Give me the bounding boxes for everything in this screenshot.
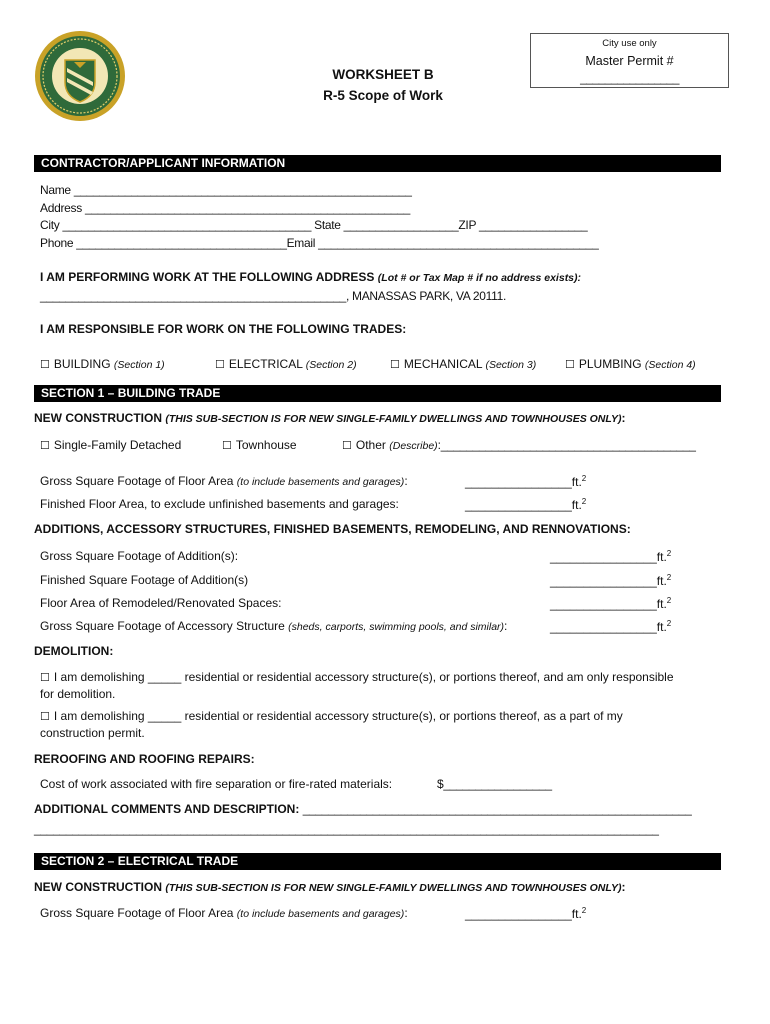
trade-electrical-option[interactable] — [215, 357, 357, 371]
reroofing-heading: REROOFING AND ROOFING REPAIRS: — [34, 752, 255, 766]
demolition-option-1[interactable] — [40, 670, 674, 684]
s1-gross-floor-note: (to include basements and garages) — [236, 476, 405, 488]
checkbox-icon[interactable]: ☐ — [342, 440, 352, 452]
s2-new-construction-heading — [34, 880, 626, 894]
s1-new-construction-label: NEW CONSTRUCTION — [34, 411, 162, 425]
demolition-option-2[interactable] — [40, 709, 623, 723]
name-field[interactable]: Name _____________________________________________________ — [40, 183, 412, 197]
city-seal-logo — [34, 30, 126, 122]
city-state-zip-field[interactable]: City _______________________________________ State __________________ZIP _________________ — [40, 218, 588, 232]
s1-finished-floor-field[interactable] — [465, 497, 586, 512]
type-single-family-option[interactable] — [40, 438, 181, 452]
s1-new-construction-colon: : — [621, 411, 626, 425]
checkbox-icon[interactable]: ☐ — [40, 672, 50, 684]
s1-new-construction-heading — [34, 411, 626, 425]
accessory-structure-colon: : — [504, 619, 508, 633]
trade-mechanical-option[interactable] — [390, 357, 536, 371]
ft-superscript: 2 — [581, 497, 587, 506]
accessory-structure-text: Gross Square Footage of Accessory Structure — [40, 619, 285, 633]
s2-gross-floor-label — [40, 906, 408, 920]
s2-gross-floor-colon: : — [404, 906, 408, 920]
city-use-label: City use only — [602, 38, 657, 49]
trade-mechanical-section: (Section 3) — [485, 359, 537, 371]
checkbox-icon[interactable]: ☐ — [215, 359, 225, 371]
trade-mechanical-label: MECHANICAL — [403, 357, 483, 371]
ft-superscript: 2 — [666, 549, 672, 558]
ft-blank[interactable]: ________________ft. — [465, 475, 582, 489]
checkbox-icon[interactable]: ☐ — [222, 440, 232, 452]
comments-row — [34, 802, 692, 816]
ft-superscript: 2 — [666, 573, 672, 582]
additions-heading: ADDITIONS, ACCESSORY STRUCTURES, FINISHED BASEMENTS, REMODELING, AND RENNOVATIONS: — [34, 522, 631, 536]
addition-finished-field[interactable] — [550, 573, 671, 588]
accessory-structure-label — [40, 619, 507, 633]
trade-building-section: (Section 1) — [113, 359, 165, 371]
worksheet-title: WORKSHEET B — [332, 67, 434, 82]
trade-plumbing-option[interactable] — [565, 357, 696, 371]
work-address-field[interactable]: ________________________________________________, MANASSAS PARK, VA 20111. — [40, 289, 506, 303]
checkbox-icon[interactable]: ☐ — [40, 440, 50, 452]
ft-blank[interactable]: ________________ft. — [550, 620, 667, 634]
demolition-option-2-text: I am demolishing _____ residential or residential accessory structure(s), or portions thereof, as a part of my — [53, 709, 623, 723]
remodeled-area-field[interactable] — [550, 596, 671, 611]
ft-blank[interactable]: ________________ft. — [550, 574, 667, 588]
reroof-cost-field[interactable]: $_________________ — [437, 777, 552, 791]
ft-superscript: 2 — [581, 906, 587, 915]
ft-blank[interactable]: ________________ft. — [550, 597, 667, 611]
phone-email-field[interactable]: Phone _________________________________Email ____________________________________________ — [40, 236, 599, 250]
ft-superscript: 2 — [666, 619, 672, 628]
trade-building-option[interactable] — [40, 357, 165, 371]
master-permit-label: Master Permit # — [585, 54, 674, 68]
worksheet-subtitle: R-5 Scope of Work — [323, 88, 443, 103]
s2-gross-floor-field[interactable] — [465, 906, 586, 921]
trades-statement: I AM RESPONSIBLE FOR WORK ON THE FOLLOWING TRADES: — [40, 322, 407, 336]
type-townhouse-label: Townhouse — [235, 438, 297, 452]
trade-plumbing-label: PLUMBING — [578, 357, 642, 371]
type-other-describe: (Describe) — [389, 440, 438, 452]
trade-electrical-section: (Section 2) — [305, 359, 357, 371]
checkbox-icon[interactable]: ☐ — [390, 359, 400, 371]
addition-gross-label: Gross Square Footage of Addition(s): — [40, 549, 239, 563]
s2-new-construction-colon: : — [621, 880, 626, 894]
s1-finished-floor-label: Finished Floor Area, to exclude unfinished basements and garages: — [40, 497, 399, 511]
section1-heading: SECTION 1 – BUILDING TRADE — [34, 385, 721, 402]
type-townhouse-option[interactable] — [222, 438, 297, 452]
work-address-statement — [40, 270, 581, 284]
comments-field-2[interactable]: __________________________________________________________________________________________________ — [34, 822, 659, 836]
reroof-cost-label: Cost of work associated with fire separation or fire-rated materials: — [40, 777, 393, 791]
checkbox-icon[interactable]: ☐ — [565, 359, 575, 371]
s1-gross-floor-field[interactable] — [465, 474, 586, 489]
s2-new-construction-label: NEW CONSTRUCTION — [34, 880, 162, 894]
s1-gross-floor-text: Gross Square Footage of Floor Area — [40, 474, 234, 488]
type-other-label: Other — [355, 438, 386, 452]
trade-electrical-label: ELECTRICAL — [228, 357, 303, 371]
addition-finished-label: Finished Square Footage of Addition(s) — [40, 573, 249, 587]
comments-field[interactable]: _____________________________________________________________ — [302, 802, 692, 816]
comments-label: ADDITIONAL COMMENTS AND DESCRIPTION: — [34, 802, 300, 816]
s2-new-construction-note: (THIS SUB-SECTION IS FOR NEW SINGLE-FAMILY DWELLINGS AND TOWNHOUSES ONLY) — [165, 882, 622, 894]
ft-blank[interactable]: ________________ft. — [550, 550, 667, 564]
trade-plumbing-section: (Section 4) — [644, 359, 696, 371]
demolition-option-1-cont: for demolition. — [40, 687, 116, 701]
master-permit-field[interactable]: ________________ — [580, 71, 679, 85]
demolition-option-2-cont: construction permit. — [40, 726, 145, 740]
demolition-heading: DEMOLITION: — [34, 644, 114, 658]
type-single-family-label: Single-Family Detached — [53, 438, 182, 452]
checkbox-icon[interactable]: ☐ — [40, 711, 50, 723]
accessory-structure-note: (sheds, carports, swimming pools, and similar) — [288, 621, 505, 633]
remodeled-area-label: Floor Area of Remodeled/Renovated Spaces: — [40, 596, 282, 610]
ft-superscript: 2 — [666, 596, 672, 605]
accessory-structure-field[interactable] — [550, 619, 671, 634]
s1-new-construction-note: (THIS SUB-SECTION IS FOR NEW SINGLE-FAMILY DWELLINGS AND TOWNHOUSES ONLY) — [165, 413, 622, 425]
demolition-option-1-text: I am demolishing _____ residential or residential accessory structure(s), or portions thereof, and am only responsible — [53, 670, 674, 684]
ft-blank[interactable]: ________________ft. — [465, 498, 582, 512]
trade-building-label: BUILDING — [53, 357, 111, 371]
work-address-note: (Lot # or Tax Map # if no address exists): — [377, 272, 582, 284]
ft-blank[interactable]: ________________ft. — [465, 907, 582, 921]
s2-gross-floor-text: Gross Square Footage of Floor Area — [40, 906, 234, 920]
s2-gross-floor-note: (to include basements and garages) — [236, 908, 405, 920]
ft-superscript: 2 — [581, 474, 587, 483]
type-other-field[interactable]: :________________________________________ — [437, 438, 696, 452]
contractor-section-heading: CONTRACTOR/APPLICANT INFORMATION — [34, 155, 721, 172]
section2-heading: SECTION 2 – ELECTRICAL TRADE — [34, 853, 721, 870]
city-use-box — [530, 33, 729, 88]
addition-gross-field[interactable] — [550, 549, 671, 564]
address-field[interactable]: Address ___________________________________________________ — [40, 201, 411, 215]
s1-gross-floor-colon: : — [404, 474, 408, 488]
type-other-option[interactable] — [342, 438, 696, 452]
s1-gross-floor-label — [40, 474, 408, 488]
checkbox-icon[interactable]: ☐ — [40, 359, 50, 371]
work-address-label: I AM PERFORMING WORK AT THE FOLLOWING ADDRESS — [40, 270, 375, 284]
